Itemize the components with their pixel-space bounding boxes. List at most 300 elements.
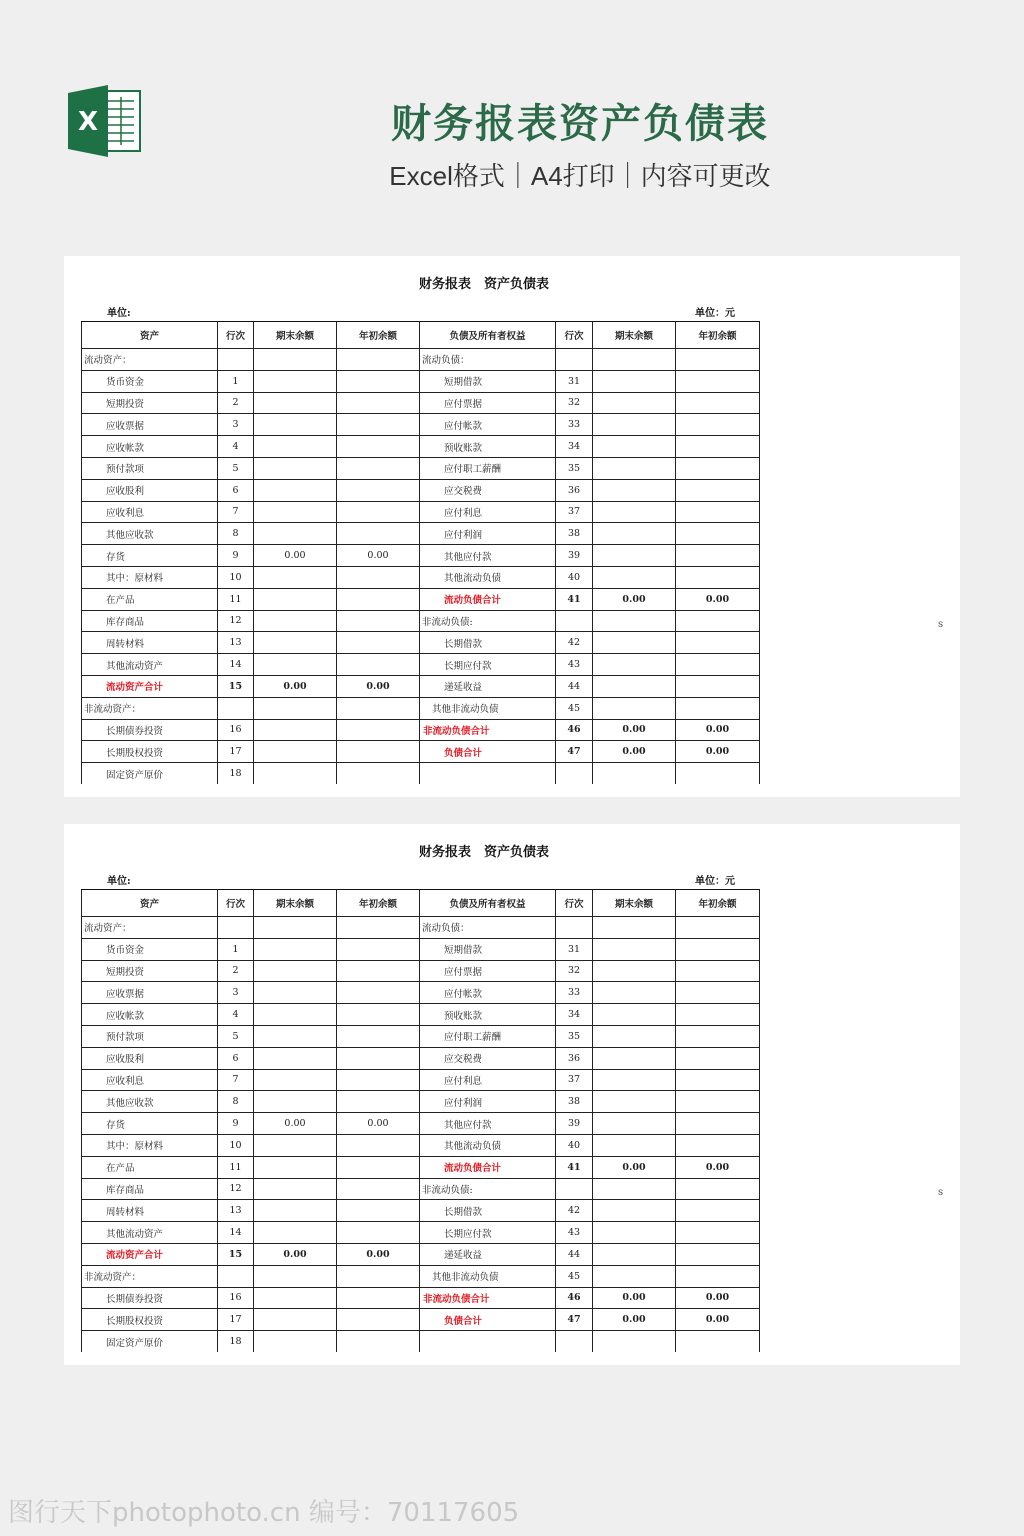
table-cell[interactable] (254, 1178, 337, 1200)
table-cell[interactable]: 33 (556, 982, 593, 1004)
table-cell[interactable] (676, 370, 760, 392)
table-cell[interactable] (676, 982, 760, 1004)
table-cell[interactable] (337, 741, 420, 763)
table-cell[interactable]: 应交税费 (420, 1047, 556, 1069)
table-cell[interactable]: 32 (556, 392, 593, 414)
table-cell[interactable] (593, 1178, 676, 1200)
table-cell[interactable] (676, 763, 760, 784)
table-cell[interactable]: 流动资产： (82, 349, 218, 371)
table-cell[interactable] (420, 763, 556, 784)
table-cell[interactable]: 4 (218, 436, 254, 458)
table-cell[interactable]: 0.00 (593, 719, 676, 741)
table-cell[interactable]: 0.00 (676, 1309, 760, 1331)
table-cell[interactable]: 固定资产原价 (82, 763, 218, 784)
table-cell[interactable]: 0.00 (337, 1243, 420, 1265)
table-cell[interactable] (593, 917, 676, 939)
table-cell[interactable]: 0.00 (593, 1309, 676, 1331)
table-cell[interactable]: 应收利息 (82, 1069, 218, 1091)
table-cell[interactable] (254, 697, 337, 719)
table-cell[interactable]: 12 (218, 610, 254, 632)
table-cell[interactable] (337, 697, 420, 719)
table-cell[interactable]: 应付职工薪酬 (420, 1025, 556, 1047)
table-cell[interactable]: 递延收益 (420, 1243, 556, 1265)
table-cell[interactable] (556, 917, 593, 939)
table-cell[interactable] (337, 566, 420, 588)
table-cell[interactable] (593, 349, 676, 371)
table-cell[interactable] (593, 457, 676, 479)
table-cell[interactable] (593, 566, 676, 588)
table-cell[interactable]: 预付款项 (82, 457, 218, 479)
table-cell[interactable]: 应付利息 (420, 501, 556, 523)
table-cell[interactable]: 预收账款 (420, 436, 556, 458)
table-cell[interactable]: 货币资金 (82, 938, 218, 960)
table-cell[interactable] (593, 1331, 676, 1352)
table-cell[interactable]: 42 (556, 1200, 593, 1222)
table-cell[interactable]: 1 (218, 370, 254, 392)
table-cell[interactable]: 0.00 (593, 741, 676, 763)
table-cell[interactable]: 非流动资产： (82, 697, 218, 719)
table-cell[interactable] (676, 917, 760, 939)
table-cell[interactable]: 36 (556, 479, 593, 501)
table-cell[interactable] (593, 1134, 676, 1156)
table-cell[interactable] (254, 1134, 337, 1156)
table-cell[interactable]: 40 (556, 566, 593, 588)
table-cell[interactable] (337, 938, 420, 960)
table-cell[interactable]: 预付款项 (82, 1025, 218, 1047)
table-cell[interactable]: 0.00 (254, 1113, 337, 1135)
table-cell[interactable]: 17 (218, 1309, 254, 1331)
table-cell[interactable] (676, 1331, 760, 1352)
table-cell[interactable]: 应付职工薪酬 (420, 457, 556, 479)
table-cell[interactable]: 37 (556, 501, 593, 523)
table-cell[interactable] (337, 588, 420, 610)
table-cell[interactable] (254, 436, 337, 458)
table-cell[interactable] (676, 1243, 760, 1265)
table-cell[interactable]: 4 (218, 1004, 254, 1026)
table-cell[interactable] (254, 1331, 337, 1352)
table-cell[interactable] (254, 938, 337, 960)
table-cell[interactable] (254, 523, 337, 545)
table-cell[interactable]: 应收股利 (82, 1047, 218, 1069)
table-cell[interactable] (254, 1004, 337, 1026)
table-cell[interactable] (593, 545, 676, 567)
table-cell[interactable]: 0.00 (337, 675, 420, 697)
table-cell[interactable]: 38 (556, 1091, 593, 1113)
table-cell[interactable] (593, 675, 676, 697)
table-cell[interactable] (593, 610, 676, 632)
table-cell[interactable]: 14 (218, 1222, 254, 1244)
table-cell[interactable] (676, 1134, 760, 1156)
table-cell[interactable]: 流动负债： (420, 349, 556, 371)
table-cell[interactable] (593, 654, 676, 676)
table-cell[interactable] (676, 566, 760, 588)
table-cell[interactable]: 7 (218, 501, 254, 523)
table-cell[interactable]: 其中：原材料 (82, 1134, 218, 1156)
table-cell[interactable]: 流动负债： (420, 917, 556, 939)
table-cell[interactable] (593, 1047, 676, 1069)
table-cell[interactable] (593, 1222, 676, 1244)
table-cell[interactable] (593, 982, 676, 1004)
table-cell[interactable]: 47 (556, 1309, 593, 1331)
table-cell[interactable]: 流动负债合计 (420, 588, 556, 610)
table-cell[interactable] (593, 1091, 676, 1113)
table-cell[interactable]: 16 (218, 719, 254, 741)
table-cell[interactable]: 0.00 (593, 1156, 676, 1178)
table-cell[interactable]: 应收帐款 (82, 1004, 218, 1026)
table-cell[interactable]: 其他应付款 (420, 545, 556, 567)
table-cell[interactable]: 非流动负债合计 (420, 1287, 556, 1309)
table-cell[interactable]: 41 (556, 588, 593, 610)
table-cell[interactable]: 33 (556, 414, 593, 436)
table-cell[interactable] (337, 1309, 420, 1331)
table-cell[interactable]: 其他非流动负债 (420, 1265, 556, 1287)
table-cell[interactable]: 应付利润 (420, 523, 556, 545)
table-cell[interactable]: 应收票据 (82, 982, 218, 1004)
table-cell[interactable] (676, 392, 760, 414)
table-cell[interactable] (676, 697, 760, 719)
table-cell[interactable] (676, 632, 760, 654)
table-cell[interactable] (337, 1178, 420, 1200)
table-cell[interactable]: 应收帐款 (82, 436, 218, 458)
table-cell[interactable]: 11 (218, 588, 254, 610)
table-cell[interactable]: 35 (556, 457, 593, 479)
table-cell[interactable] (676, 1178, 760, 1200)
table-cell[interactable] (676, 457, 760, 479)
table-cell[interactable] (254, 1222, 337, 1244)
table-cell[interactable]: 非流动负债合计 (420, 719, 556, 741)
table-cell[interactable] (556, 1178, 593, 1200)
table-cell[interactable]: 在产品 (82, 1156, 218, 1178)
table-cell[interactable] (593, 523, 676, 545)
table-cell[interactable] (337, 610, 420, 632)
table-cell[interactable]: 长期应付款 (420, 1222, 556, 1244)
table-cell[interactable]: 34 (556, 436, 593, 458)
table-cell[interactable] (676, 675, 760, 697)
table-cell[interactable] (218, 697, 254, 719)
table-cell[interactable] (254, 1047, 337, 1069)
table-cell[interactable]: 42 (556, 632, 593, 654)
table-cell[interactable] (556, 349, 593, 371)
table-cell[interactable] (676, 1200, 760, 1222)
table-cell[interactable]: 5 (218, 457, 254, 479)
table-cell[interactable]: 周转材料 (82, 632, 218, 654)
table-cell[interactable]: 其中：原材料 (82, 566, 218, 588)
table-cell[interactable] (254, 349, 337, 371)
table-cell[interactable]: 流动负债合计 (420, 1156, 556, 1178)
table-cell[interactable]: 18 (218, 763, 254, 784)
table-cell[interactable] (254, 982, 337, 1004)
table-cell[interactable]: 38 (556, 523, 593, 545)
table-cell[interactable] (254, 960, 337, 982)
table-cell[interactable]: 负债合计 (420, 741, 556, 763)
table-cell[interactable]: 0.00 (254, 675, 337, 697)
table-cell[interactable]: 短期投资 (82, 960, 218, 982)
table-cell[interactable]: 46 (556, 1287, 593, 1309)
table-cell[interactable]: 2 (218, 960, 254, 982)
table-cell[interactable] (254, 501, 337, 523)
table-cell[interactable]: 长期借款 (420, 632, 556, 654)
table-cell[interactable] (593, 1069, 676, 1091)
table-cell[interactable]: 长期股权投资 (82, 741, 218, 763)
table-cell[interactable] (254, 1156, 337, 1178)
table-cell[interactable]: 应收利息 (82, 501, 218, 523)
table-cell[interactable] (556, 763, 593, 784)
table-cell[interactable] (676, 1113, 760, 1135)
table-cell[interactable]: 12 (218, 1178, 254, 1200)
table-cell[interactable]: 库存商品 (82, 610, 218, 632)
table-cell[interactable]: 45 (556, 697, 593, 719)
table-cell[interactable]: 18 (218, 1331, 254, 1352)
table-cell[interactable] (337, 523, 420, 545)
table-cell[interactable]: 长期股权投资 (82, 1309, 218, 1331)
table-cell[interactable]: 40 (556, 1134, 593, 1156)
table-cell[interactable] (337, 982, 420, 1004)
table-cell[interactable]: 16 (218, 1287, 254, 1309)
table-cell[interactable]: 应付票据 (420, 392, 556, 414)
table-cell[interactable]: 0.00 (254, 1243, 337, 1265)
table-cell[interactable] (593, 1025, 676, 1047)
table-cell[interactable] (254, 370, 337, 392)
table-cell[interactable]: 预收账款 (420, 1004, 556, 1026)
table-cell[interactable] (593, 632, 676, 654)
table-cell[interactable] (593, 1243, 676, 1265)
table-cell[interactable]: 43 (556, 1222, 593, 1244)
table-cell[interactable] (556, 1331, 593, 1352)
table-cell[interactable]: 应付帐款 (420, 982, 556, 1004)
table-cell[interactable]: 6 (218, 479, 254, 501)
table-cell[interactable]: 0.00 (337, 1113, 420, 1135)
table-cell[interactable]: 0.00 (676, 1156, 760, 1178)
table-cell[interactable] (676, 938, 760, 960)
table-cell[interactable]: 长期债券投资 (82, 1287, 218, 1309)
table-cell[interactable]: 37 (556, 1069, 593, 1091)
table-cell[interactable]: 流动资产合计 (82, 675, 218, 697)
table-cell[interactable] (337, 479, 420, 501)
table-cell[interactable]: 7 (218, 1069, 254, 1091)
table-cell[interactable] (676, 436, 760, 458)
table-cell[interactable]: 36 (556, 1047, 593, 1069)
table-cell[interactable]: 负债合计 (420, 1309, 556, 1331)
table-cell[interactable]: 46 (556, 719, 593, 741)
table-cell[interactable] (337, 1047, 420, 1069)
table-cell[interactable] (593, 938, 676, 960)
table-cell[interactable] (218, 1265, 254, 1287)
table-cell[interactable] (254, 763, 337, 784)
table-cell[interactable]: 2 (218, 392, 254, 414)
table-cell[interactable] (337, 632, 420, 654)
table-cell[interactable] (420, 1331, 556, 1352)
table-cell[interactable] (676, 1069, 760, 1091)
table-cell[interactable]: 0.00 (254, 545, 337, 567)
table-cell[interactable] (676, 654, 760, 676)
table-cell[interactable] (593, 436, 676, 458)
table-cell[interactable] (254, 1069, 337, 1091)
table-cell[interactable] (593, 1200, 676, 1222)
table-cell[interactable] (337, 1200, 420, 1222)
table-cell[interactable]: 其他应收款 (82, 1091, 218, 1113)
table-cell[interactable]: 47 (556, 741, 593, 763)
table-cell[interactable]: 其他流动资产 (82, 1222, 218, 1244)
table-cell[interactable] (593, 392, 676, 414)
table-cell[interactable]: 11 (218, 1156, 254, 1178)
table-cell[interactable]: 存货 (82, 545, 218, 567)
table-cell[interactable]: 长期债券投资 (82, 719, 218, 741)
table-cell[interactable]: 存货 (82, 1113, 218, 1135)
table-cell[interactable] (593, 370, 676, 392)
table-cell[interactable]: 其他流动负债 (420, 566, 556, 588)
table-cell[interactable]: 45 (556, 1265, 593, 1287)
table-cell[interactable] (337, 1156, 420, 1178)
table-cell[interactable]: 周转材料 (82, 1200, 218, 1222)
table-cell[interactable]: 长期借款 (420, 1200, 556, 1222)
table-cell[interactable] (676, 1222, 760, 1244)
table-cell[interactable] (593, 697, 676, 719)
table-cell[interactable]: 39 (556, 1113, 593, 1135)
table-cell[interactable] (337, 654, 420, 676)
table-cell[interactable]: 其他应付款 (420, 1113, 556, 1135)
table-cell[interactable]: 其他应收款 (82, 523, 218, 545)
table-cell[interactable]: 应付帐款 (420, 414, 556, 436)
table-cell[interactable] (337, 1025, 420, 1047)
table-cell[interactable] (254, 479, 337, 501)
table-cell[interactable] (676, 523, 760, 545)
table-cell[interactable]: 在产品 (82, 588, 218, 610)
table-cell[interactable] (254, 741, 337, 763)
table-cell[interactable] (254, 917, 337, 939)
table-cell[interactable] (254, 414, 337, 436)
table-cell[interactable] (337, 1091, 420, 1113)
table-cell[interactable] (218, 349, 254, 371)
table-cell[interactable]: 17 (218, 741, 254, 763)
table-cell[interactable] (593, 960, 676, 982)
table-cell[interactable]: 3 (218, 414, 254, 436)
table-cell[interactable]: 15 (218, 675, 254, 697)
table-cell[interactable] (254, 1091, 337, 1113)
table-cell[interactable] (593, 479, 676, 501)
table-cell[interactable] (337, 1134, 420, 1156)
table-cell[interactable] (254, 1200, 337, 1222)
table-cell[interactable]: 0.00 (593, 588, 676, 610)
table-cell[interactable] (254, 632, 337, 654)
table-cell[interactable] (254, 392, 337, 414)
table-cell[interactable]: 15 (218, 1243, 254, 1265)
table-cell[interactable]: 9 (218, 1113, 254, 1135)
table-cell[interactable]: 31 (556, 938, 593, 960)
table-cell[interactable] (556, 610, 593, 632)
table-cell[interactable] (254, 1025, 337, 1047)
table-cell[interactable]: 应收股利 (82, 479, 218, 501)
table-cell[interactable]: 0.00 (676, 588, 760, 610)
table-cell[interactable]: 长期应付款 (420, 654, 556, 676)
table-cell[interactable]: 非流动负债: (420, 1178, 556, 1200)
table-cell[interactable] (676, 1265, 760, 1287)
table-cell[interactable]: 44 (556, 1243, 593, 1265)
table-cell[interactable]: 应付票据 (420, 960, 556, 982)
table-cell[interactable] (337, 917, 420, 939)
table-cell[interactable] (337, 457, 420, 479)
table-cell[interactable] (676, 1025, 760, 1047)
table-cell[interactable] (593, 414, 676, 436)
table-cell[interactable]: 其他非流动负债 (420, 697, 556, 719)
table-cell[interactable] (337, 414, 420, 436)
table-cell[interactable] (337, 392, 420, 414)
table-cell[interactable]: 短期借款 (420, 938, 556, 960)
table-cell[interactable] (676, 960, 760, 982)
table-cell[interactable]: 固定资产原价 (82, 1331, 218, 1352)
table-cell[interactable]: 31 (556, 370, 593, 392)
table-cell[interactable]: 9 (218, 545, 254, 567)
table-cell[interactable] (337, 349, 420, 371)
table-cell[interactable]: 短期投资 (82, 392, 218, 414)
table-cell[interactable] (676, 501, 760, 523)
table-cell[interactable] (676, 610, 760, 632)
table-cell[interactable] (676, 1091, 760, 1113)
table-cell[interactable] (254, 1287, 337, 1309)
table-cell[interactable]: 0.00 (593, 1287, 676, 1309)
table-cell[interactable]: 6 (218, 1047, 254, 1069)
table-cell[interactable] (337, 960, 420, 982)
table-cell[interactable]: 应收票据 (82, 414, 218, 436)
table-cell[interactable]: 10 (218, 566, 254, 588)
table-cell[interactable] (676, 1047, 760, 1069)
table-cell[interactable] (593, 1113, 676, 1135)
table-cell[interactable] (337, 436, 420, 458)
table-cell[interactable] (337, 719, 420, 741)
table-cell[interactable] (254, 610, 337, 632)
table-cell[interactable]: 应付利润 (420, 1091, 556, 1113)
table-cell[interactable] (337, 1004, 420, 1026)
table-cell[interactable] (593, 1265, 676, 1287)
table-cell[interactable] (254, 1265, 337, 1287)
table-cell[interactable]: 13 (218, 632, 254, 654)
table-cell[interactable] (254, 1309, 337, 1331)
table-cell[interactable] (593, 1004, 676, 1026)
table-cell[interactable]: 应付利息 (420, 1069, 556, 1091)
table-cell[interactable] (337, 1069, 420, 1091)
table-cell[interactable]: 0.00 (337, 545, 420, 567)
table-cell[interactable] (218, 917, 254, 939)
table-cell[interactable] (337, 1265, 420, 1287)
table-cell[interactable]: 44 (556, 675, 593, 697)
table-cell[interactable]: 递延收益 (420, 675, 556, 697)
table-cell[interactable]: 1 (218, 938, 254, 960)
table-cell[interactable]: 13 (218, 1200, 254, 1222)
table-cell[interactable] (676, 545, 760, 567)
table-cell[interactable]: 0.00 (676, 741, 760, 763)
table-cell[interactable]: 32 (556, 960, 593, 982)
table-cell[interactable]: 14 (218, 654, 254, 676)
table-cell[interactable] (676, 349, 760, 371)
table-cell[interactable]: 库存商品 (82, 1178, 218, 1200)
table-cell[interactable]: 应交税费 (420, 479, 556, 501)
table-cell[interactable] (254, 566, 337, 588)
table-cell[interactable]: 35 (556, 1025, 593, 1047)
table-cell[interactable]: 流动资产合计 (82, 1243, 218, 1265)
table-cell[interactable]: 0.00 (676, 1287, 760, 1309)
table-cell[interactable] (337, 370, 420, 392)
table-cell[interactable] (593, 763, 676, 784)
table-cell[interactable]: 43 (556, 654, 593, 676)
table-cell[interactable]: 其他流动资产 (82, 654, 218, 676)
table-cell[interactable]: 货币资金 (82, 370, 218, 392)
table-cell[interactable]: 10 (218, 1134, 254, 1156)
table-cell[interactable] (337, 501, 420, 523)
table-cell[interactable]: 8 (218, 1091, 254, 1113)
table-cell[interactable]: 8 (218, 523, 254, 545)
table-cell[interactable]: 5 (218, 1025, 254, 1047)
table-cell[interactable]: 41 (556, 1156, 593, 1178)
table-cell[interactable] (676, 414, 760, 436)
